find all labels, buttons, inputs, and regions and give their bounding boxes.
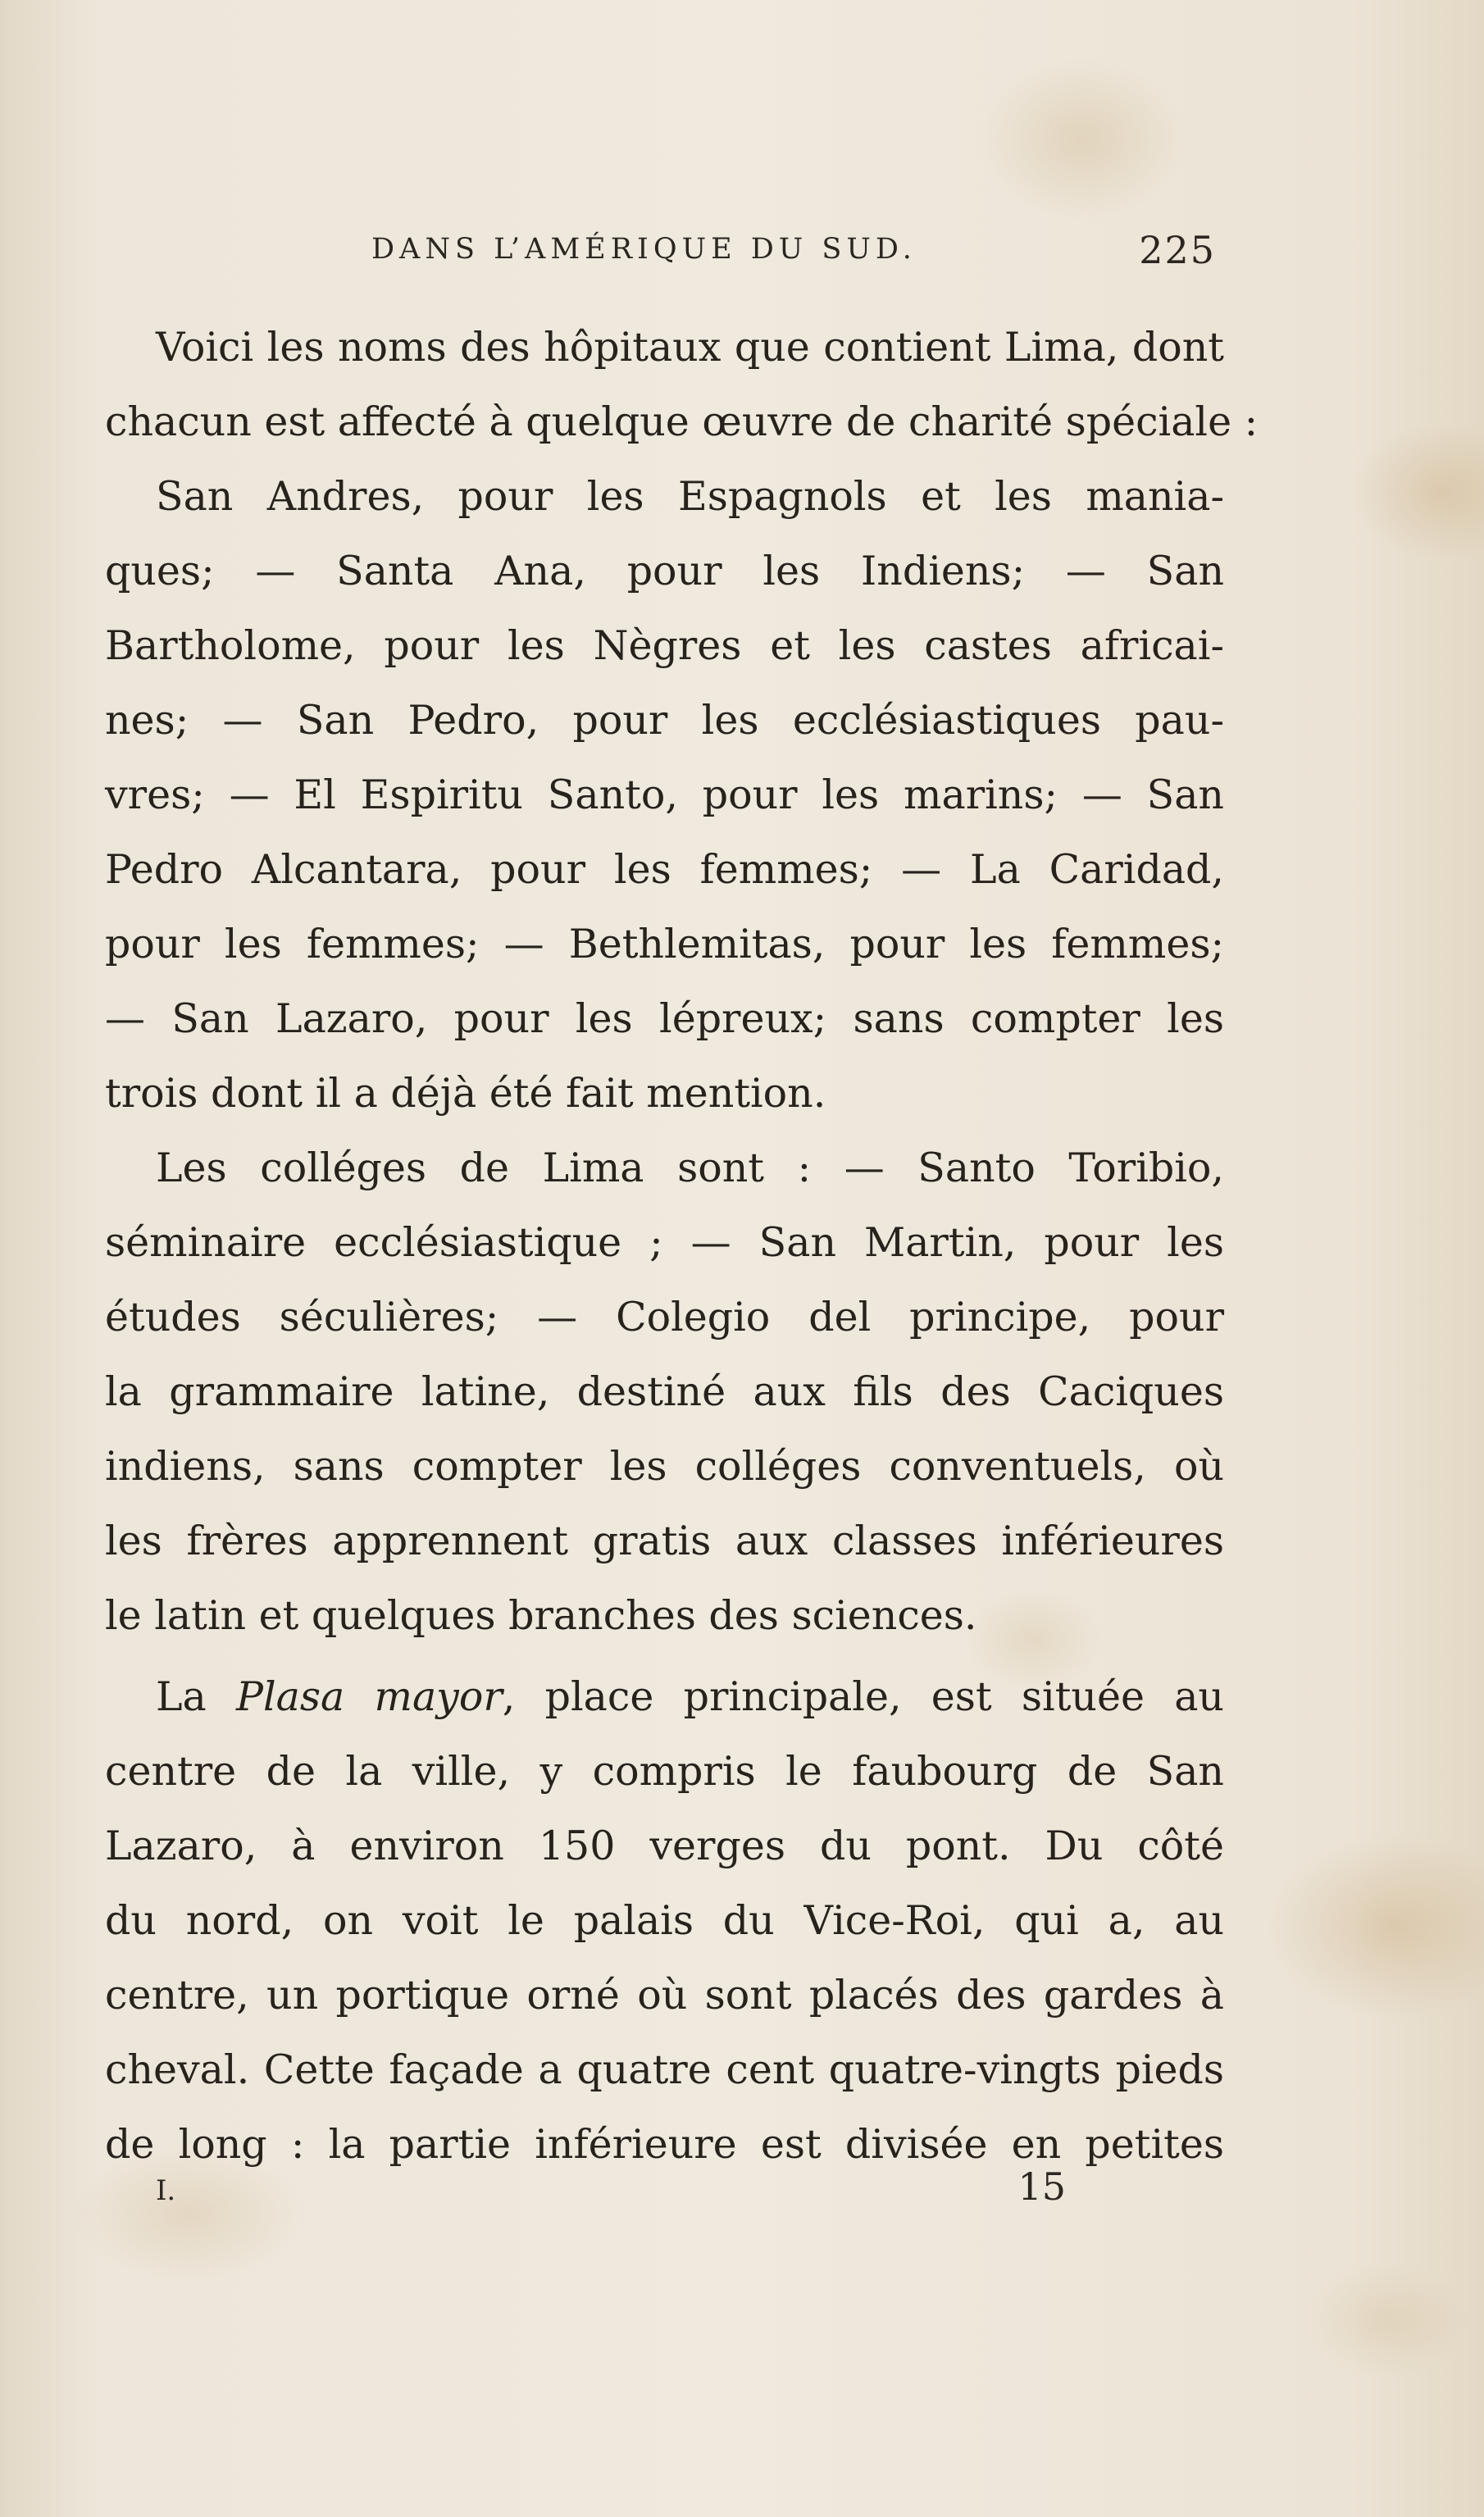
running-title: DANS L’AMÉRIQUE DU SUD. xyxy=(371,233,917,266)
text-line: Pedro Alcantara, pour les femmes; — La Caridad, xyxy=(105,846,1224,893)
text-line: Voici les noms des hôpitaux que contient Lima, dont xyxy=(156,324,1224,371)
page-footer xyxy=(156,2164,1066,2214)
italic-term: Plasa mayor xyxy=(236,1673,503,1720)
text-line: indiens, sans compter les colléges conventuels, où xyxy=(105,1443,1224,1490)
text-line: cheval. Cette façade a quatre cent quatre-vingts pieds xyxy=(105,2046,1224,2093)
signature-mark-gathering: 15 xyxy=(1017,2164,1066,2209)
paragraph-plaza-mayor xyxy=(105,1659,1224,2182)
text-line: pour les femmes; — Bethlemitas, pour les femmes; xyxy=(105,921,1224,967)
paragraph-colleges xyxy=(105,1131,1224,1653)
text-line: ques; — Santa Ana, pour les Indiens; — San xyxy=(105,548,1224,594)
page-number: 225 xyxy=(1139,228,1216,272)
text-line: nes; — San Pedro, pour les ecclésiastiques pau- xyxy=(105,697,1224,744)
text-line xyxy=(105,1659,1224,1734)
text-line: les frères apprennent gratis aux classes inférieures xyxy=(105,1518,1224,1564)
text-line: trois dont il a déjà été fait mention. xyxy=(105,1070,826,1117)
text-line: la grammaire latine, destiné aux fils des Caciques xyxy=(105,1368,1224,1415)
text-line: le latin et quelques branches des sciences. xyxy=(105,1592,977,1639)
text-line: San Andres, pour les Espagnols et les mania- xyxy=(156,473,1224,520)
text-line: Lazaro, à environ 150 verges du pont. Du côté xyxy=(105,1823,1224,1869)
text-line: Bartholome, pour les Nègres et les castes africai- xyxy=(105,622,1224,669)
paragraph-hospitals-list xyxy=(105,459,1224,1131)
text-line: du nord, on voit le palais du Vice-Roi, qui a, au xyxy=(105,1897,1224,1944)
text-line: chacun est affecté à quelque œuvre de charité spéciale : xyxy=(105,398,1259,445)
text-line: centre, un portique orné où sont placés des gardes à xyxy=(105,1972,1224,2019)
text-line: — San Lazaro, pour les lépreux; sans compter les xyxy=(105,995,1224,1042)
text-fragment: , place principale, est située au xyxy=(502,1673,1224,1720)
page-header xyxy=(371,228,1216,280)
text-line: séminaire ecclésiastique ; — San Martin, pour les xyxy=(105,1219,1224,1266)
text-fragment: La xyxy=(156,1673,237,1720)
paragraph-hospitals-intro xyxy=(105,310,1259,459)
text-line: études séculières; — Colegio del principe, pour xyxy=(105,1294,1224,1340)
text-line: vres; — El Espiritu Santo, pour les marins; — San xyxy=(105,771,1224,818)
text-line: de long : la partie inférieure est divisée en petites xyxy=(105,2121,1224,2168)
body-text xyxy=(105,310,1259,2182)
text-line: Les colléges de Lima sont : — Santo Toribio, xyxy=(156,1145,1224,1191)
signature-mark-volume: I. xyxy=(156,2174,176,2207)
text-line: centre de la ville, y compris le faubourg de San xyxy=(105,1748,1224,1795)
